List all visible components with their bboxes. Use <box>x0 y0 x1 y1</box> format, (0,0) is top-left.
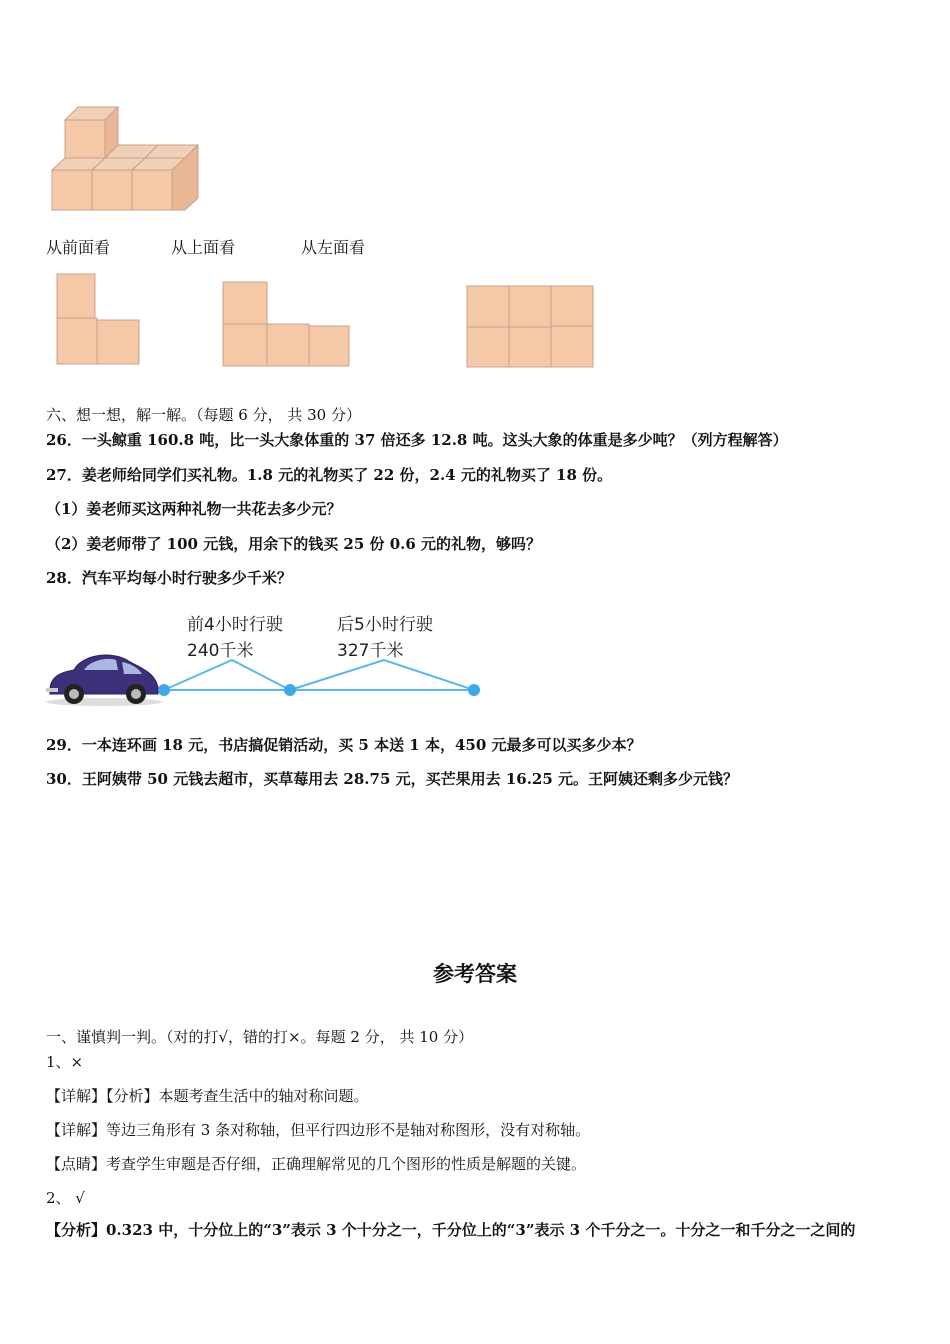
segment2-label-line2: 327千米 <box>337 641 404 661</box>
question-27: 27．姜老师给同学们买礼物。1.8 元的礼物买了 22 份，2.4 元的礼物买了 18 份。 <box>46 466 613 484</box>
answer-2-analysis: 【分析】0.323 中，十分位上的“3”表示 3 个十分之一，千分位上的“3”表示 3 个千分之一。十分之一和千分之一之间的 <box>46 1221 856 1239</box>
answers-section1-heading: 一、谨慎判一判。（对的打√，错的打×。每题 2 分， 共 10 分） <box>46 1028 474 1046</box>
car-icon <box>44 646 164 708</box>
question-27-part1: （1）姜老师买这两种礼物一共花去多少元？ <box>46 500 342 518</box>
answer-1: 1、× <box>46 1053 84 1071</box>
view-label-left: 从左面看 <box>301 238 366 257</box>
segment1-label-line1: 前4小时行驶 <box>187 615 283 635</box>
segment1-label-line2: 240千米 <box>187 641 254 661</box>
view-label-top: 从上面看 <box>171 238 236 257</box>
section6-heading: 六、想一想，解一解。（每题 6 分， 共 30 分） <box>46 406 361 424</box>
question-28: 28．汽车平均每小时行驶多少千米？ <box>46 569 292 587</box>
answer-1-comment: 【点睛】考查学生审题是否仔细，正确理解常见的几个图形的性质是解题的关键。 <box>46 1155 587 1173</box>
front-view-figure <box>55 272 145 368</box>
question-26: 26．一头鲸重 160.8 吨，比一头大象体重的 37 倍还多 12.8 吨。这头大象的体重是多少吨？（列方程解答） <box>46 431 788 449</box>
answer-2: 2、 √ <box>46 1189 85 1207</box>
question-29: 29．一本连环画 18 元，书店搞促销活动，买 5 本送 1 本，450 元最多可以买多少本？ <box>46 736 642 754</box>
question-27-part2: （2）姜老师带了 100 元钱，用余下的钱买 25 份 0.6 元的礼物，够吗？ <box>46 535 542 553</box>
answer-1-detail: 【详解】等边三角形有 3 条对称轴，但平行四边形不是轴对称图形，没有对称轴。 <box>46 1121 591 1139</box>
q28-figure <box>44 604 494 714</box>
answer-1-analysis: 【详解】【分析】本题考查生活中的轴对称问题。 <box>46 1087 369 1105</box>
left-view-figure <box>464 283 596 371</box>
view-label-front: 从前面看 <box>46 238 111 257</box>
top-view-figure <box>221 280 353 370</box>
answers-title: 参考答案 <box>433 961 517 986</box>
cube-stack-figure <box>48 102 208 217</box>
question-30: 30．王阿姨带 50 元钱去超市，买草莓用去 28.75 元，买芒果用去 16.25 元。王阿姨还剩多少元钱？ <box>46 770 739 788</box>
segment2-label-line1: 后5小时行驶 <box>337 615 433 635</box>
